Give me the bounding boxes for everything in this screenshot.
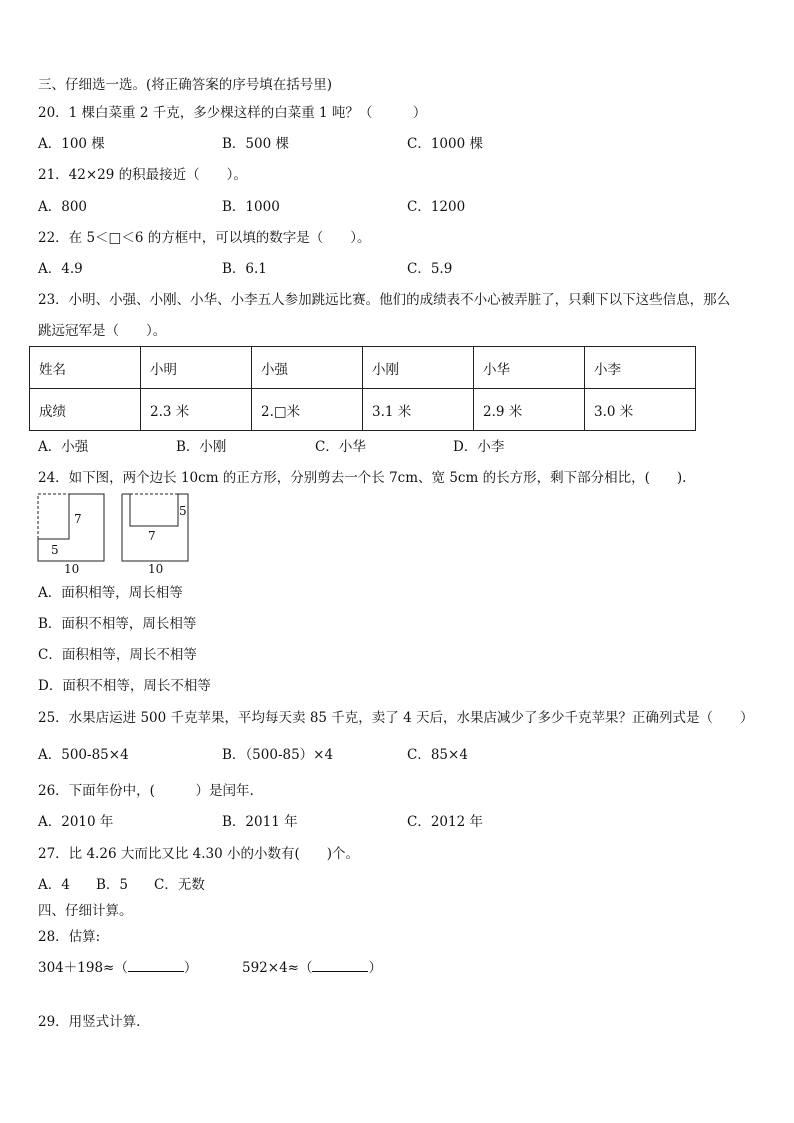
q21-option-b: B．1000: [222, 199, 280, 215]
q28-expr1-text: 304＋198≈（: [38, 960, 128, 976]
q28-close-paren: ）: [183, 960, 198, 976]
q26-option-c: C．2012 年: [407, 814, 483, 830]
q24-option-d: D．面积不相等，周长不相等: [38, 678, 211, 694]
q20-option-a: A．100 棵: [38, 136, 105, 152]
q24-option-b: B．面积不相等，周长相等: [38, 616, 197, 632]
answer-blank: [128, 959, 184, 972]
table-cell: 3.0 米: [585, 389, 696, 431]
q23-option-b: B．小刚: [176, 439, 227, 455]
q26-option-b: B．2011 年: [222, 814, 298, 830]
table-cell: 小强: [252, 347, 363, 389]
figure-2: [120, 492, 200, 576]
score-table: [29, 346, 696, 431]
q25-option-b: B．（500-85）×4: [222, 747, 334, 763]
figure-1-label-10: 10: [64, 562, 80, 576]
q28-expression-1: [38, 959, 197, 977]
section-3-heading: 三、仔细选一选。(将正确答案的序号填在括号里): [38, 77, 333, 93]
figure-1-label-7: 7: [74, 512, 82, 526]
table-cell: 2.3 米: [141, 389, 252, 431]
q27-option-b: B．5: [96, 877, 129, 893]
figure-2-label-10: 10: [148, 562, 164, 576]
question-25: 25．水果店运进 500 千克苹果，平均每天卖 85 千克，卖了 4 天后，水果店减少了多少千克苹果？正确列式是（ ）: [38, 710, 754, 726]
question-20: 20．1 棵白菜重 2 千克，多少棵这样的白菜重 1 吨？（ ）: [38, 105, 427, 121]
table-cell: 成绩: [30, 389, 141, 431]
q28-expr2-text: 592×4≈（: [242, 960, 313, 976]
q22-option-b: B．6.1: [222, 261, 267, 277]
q22-option-a: A．4.9: [38, 261, 83, 277]
table-cell: 小华: [474, 347, 585, 389]
q22-option-c: C．5.9: [407, 261, 453, 277]
q26-option-a: A．2010 年: [38, 814, 114, 830]
figure-1-shape: [38, 494, 104, 561]
table-cell: 姓名: [30, 347, 141, 389]
q27-option-a: A．4: [38, 877, 70, 893]
table-row: [30, 389, 696, 431]
q28-expression-2: [242, 959, 382, 977]
figure-2-label-5: 5: [179, 504, 187, 518]
q24-option-a: A．面积相等，周长相等: [38, 585, 183, 601]
q20-option-c: C．1000 棵: [407, 136, 483, 152]
q25-option-a: A．500-85×4: [38, 747, 129, 763]
q23-option-d: D．小李: [453, 439, 505, 455]
q25-option-c: C．85×4: [407, 747, 468, 763]
q23-option-c: C．小华: [315, 439, 366, 455]
table-cell: 小刚: [363, 347, 474, 389]
table-cell: 2.□米: [252, 389, 363, 431]
table-cell: 3.1 米: [363, 389, 474, 431]
question-23-line1: 23．小明、小强、小刚、小华、小李五人参加跳远比赛。他们的成绩表不小心被弄脏了，只剩下以下这些信息，那么: [38, 292, 731, 308]
q21-option-a: A．800: [38, 199, 88, 215]
q24-option-c: C．面积相等，周长不相等: [38, 647, 197, 663]
question-29: 29．用竖式计算.: [38, 1014, 141, 1030]
figure-1-cut-outline: [38, 494, 69, 539]
q23-option-a: A．小强: [38, 439, 89, 455]
question-21: 21．42×29 的积最接近（ ）。: [38, 167, 247, 183]
question-26: 26．下面年份中，( ）是闰年.: [38, 783, 254, 799]
section-4-heading: 四、仔细计算。: [38, 903, 133, 919]
q20-option-b: B．500 棵: [222, 136, 289, 152]
table-cell: 2.9 米: [474, 389, 585, 431]
q28-close-paren: ）: [368, 960, 382, 976]
answer-blank: [312, 959, 368, 972]
question-28: 28．估算:: [38, 929, 101, 945]
q27-option-c: C．无数: [154, 877, 205, 893]
figure-1: [36, 492, 116, 576]
figure-2-label-7: 7: [148, 529, 156, 543]
table-row: [30, 347, 696, 389]
question-23-line2: 跳远冠军是（ ）。: [38, 323, 167, 339]
figure-1-label-5: 5: [51, 543, 59, 557]
question-22: 22．在 5＜□＜6 的方框中，可以填的数字是（ ）。: [38, 230, 371, 246]
table-cell: 小李: [585, 347, 696, 389]
question-24: 24．如下图，两个边长 10cm 的正方形，分别剪去一个长 7cm、宽 5cm 的长方形，剩下部分相比，( ).: [38, 470, 687, 486]
table-cell: 小明: [141, 347, 252, 389]
question-27: 27．比 4.26 大而比又比 4.30 小的小数有( )个。: [38, 846, 359, 862]
q21-option-c: C．1200: [407, 199, 466, 215]
